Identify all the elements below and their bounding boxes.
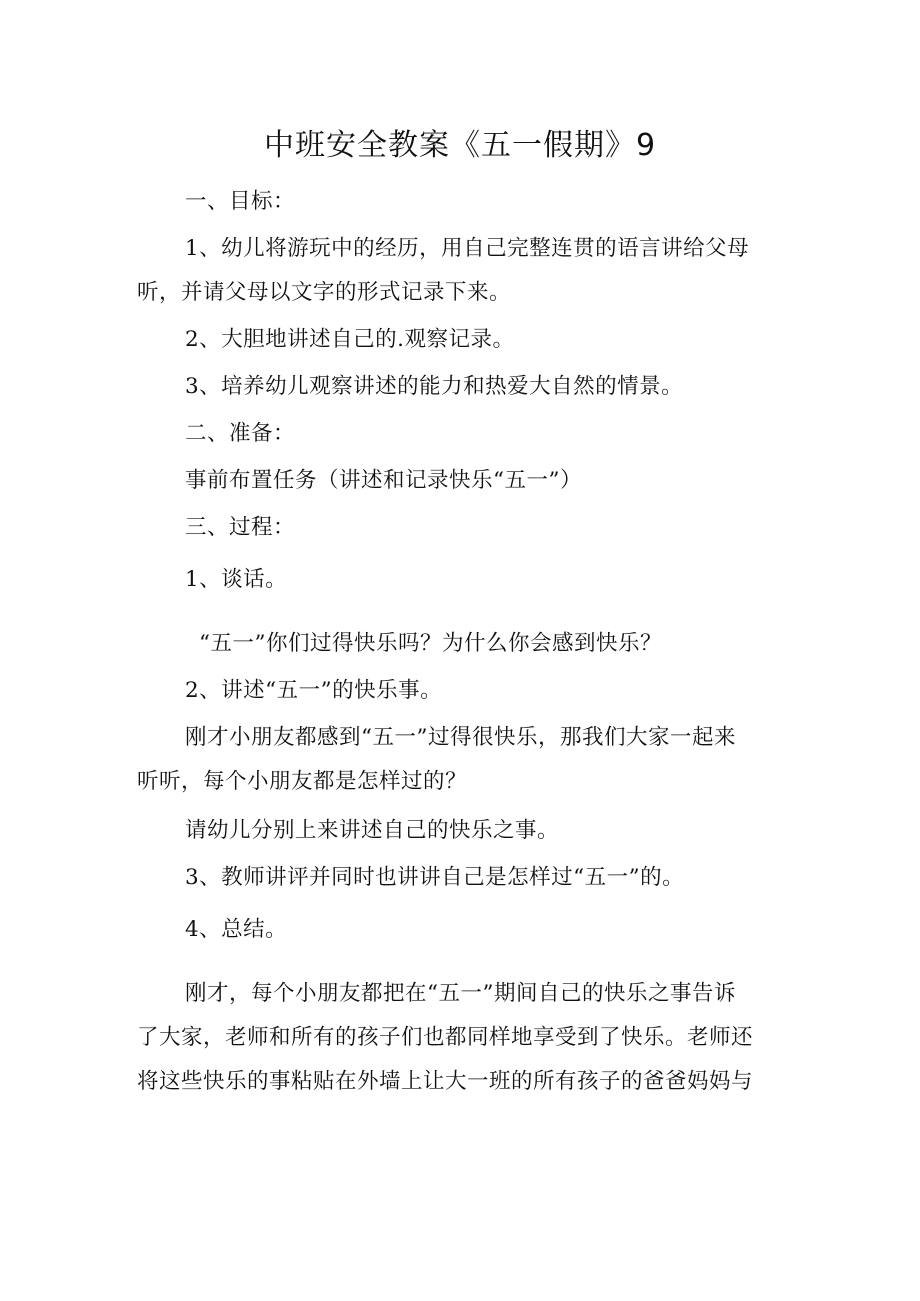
section-heading-goals	[137, 180, 797, 224]
text-line: 听听，每个小朋友都是怎样过的？	[137, 769, 468, 794]
goal-item-3	[137, 365, 797, 409]
text-line: “五一”你们过得快乐吗？为什么你会感到快乐？	[199, 631, 662, 656]
process-step-4	[137, 908, 797, 952]
text-line: 请幼儿分别上来讲述自己的快乐之事。	[185, 818, 560, 843]
process-step-2	[137, 669, 797, 713]
text-line: 将这些快乐的事粘贴在外墙上让大一班的所有孩子的爸爸妈妈与	[137, 1069, 754, 1094]
preparation-text	[137, 459, 797, 503]
text-line: 刚才，每个小朋友都把在“五一”期间自己的快乐之事告诉	[185, 981, 736, 1006]
text-line: 4、总结。	[185, 917, 288, 942]
text-line: 2、大胆地讲述自己的.观察记录。	[185, 327, 515, 352]
text-line: 2、讲述“五一”的快乐事。	[185, 678, 443, 703]
text-line: 事前布置任务（讲述和记录快乐“五一”）	[185, 468, 582, 493]
section-heading-preparation	[137, 412, 797, 456]
text-line: 3、培养幼儿观察讲述的能力和热爱大自然的情景。	[185, 374, 684, 399]
text-line: 听，并请父母以文字的形式记录下来。	[137, 280, 512, 305]
goal-item-1	[137, 227, 797, 315]
process-step-2-activity	[137, 809, 797, 853]
text-line: 3、教师讲评并同时也讲讲自己是怎样过“五一”的。	[185, 865, 685, 890]
section-heading-process	[137, 506, 797, 550]
goal-item-2	[137, 318, 797, 362]
text-line: 三、过程：	[185, 515, 296, 540]
text-line: 二、准备：	[185, 421, 296, 446]
process-step-1-question	[137, 622, 797, 666]
text-line: 1、谈话。	[185, 567, 288, 592]
process-step-3	[137, 856, 797, 900]
process-step-1	[137, 558, 797, 602]
summary-text	[137, 972, 797, 1104]
text-line: 了大家，老师和所有的孩子们也都同样地享受到了快乐。老师还	[137, 1025, 754, 1050]
text-line: 一、目标：	[185, 189, 296, 214]
document-title: 中班安全教案《五一假期》9	[263, 128, 657, 163]
text-line: 1、幼儿将游玩中的经历，用自己完整连贯的语言讲给父母	[185, 236, 750, 261]
text-line: 刚才小朋友都感到“五一”过得很快乐，那我们大家一起来	[185, 725, 736, 750]
process-step-2-text	[137, 716, 797, 804]
